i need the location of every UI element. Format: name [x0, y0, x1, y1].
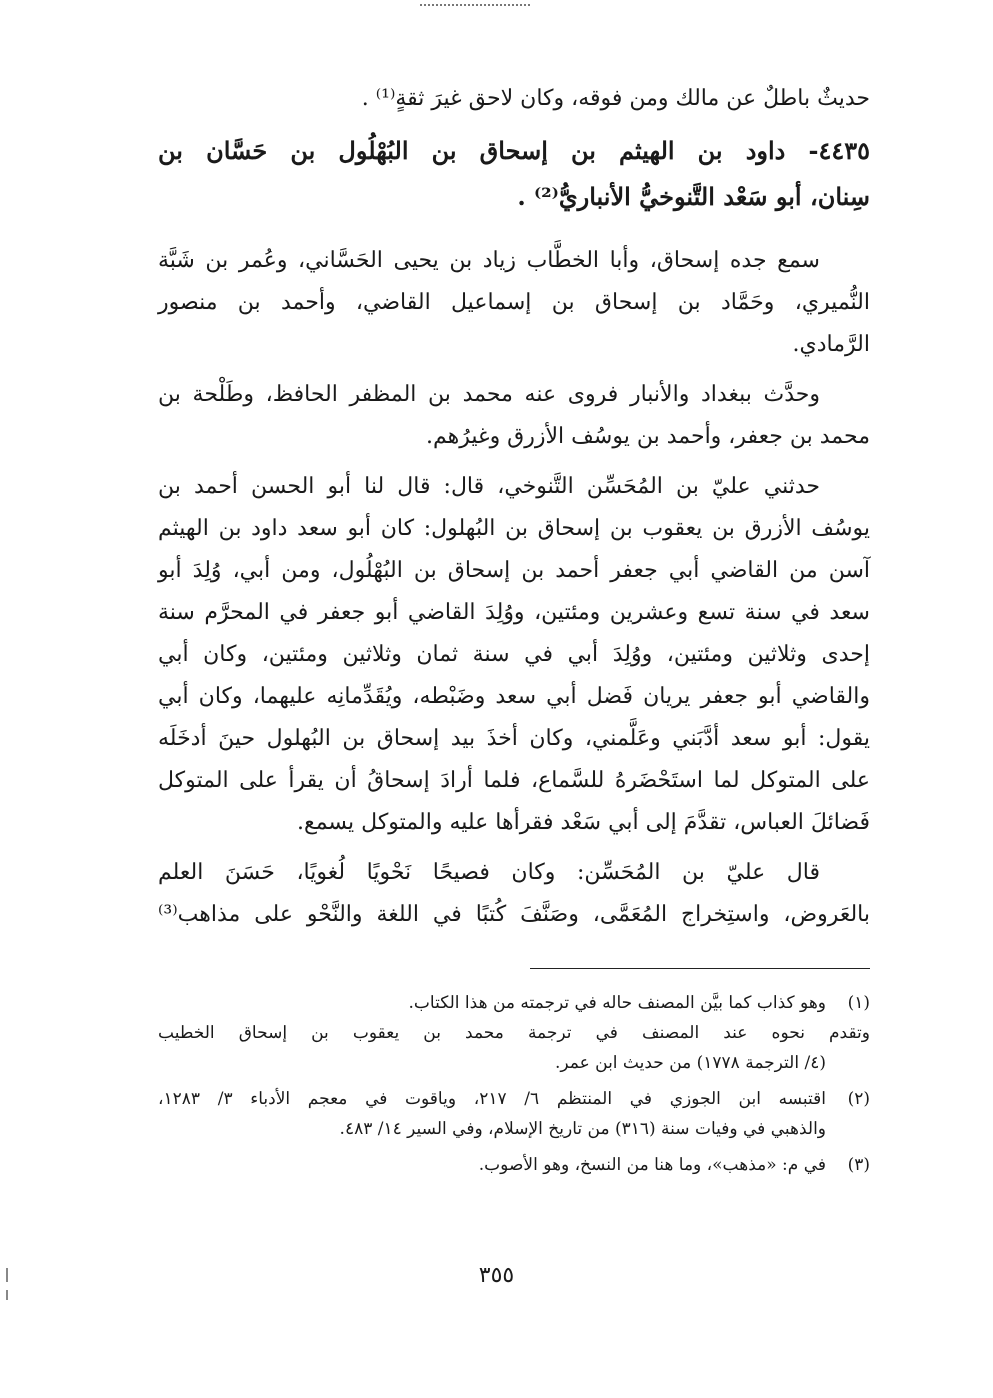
intro-line: حديثٌ باطلٌ عن مالك ومن فوقه، وكان لاحق غيرَ ثقةٍ⁽¹⁾ .: [361, 86, 870, 111]
footnotes: [158, 988, 870, 1186]
footnote-line: في م: «مذهب»، وما هنا من النسخ، وهو الأصوب.: [478, 1155, 826, 1175]
paragraph: [158, 374, 870, 458]
text-line: حدثني عليّ بن المُحَسِّن التَّنوخي، قال: قال لنا أبو الحسن أحمد بن: [158, 474, 820, 499]
text-line: يقول: أبو سعد أدَّبَني وعَلَّمني، وكان أخذَ بيد إسحاق بن البُهلول حينَ أدخَلَه: [158, 726, 870, 751]
entry-heading-line: سِنان، أبو سَعْد التَّنوخيُّ الأنباريُّ⁽²⁾ .: [517, 182, 870, 211]
entry-heading-line: ٤٤٣٥- داود بن الهيثم بن إسحاق بن البُهْلُول بن حَسَّان بن: [158, 136, 870, 165]
footnote-body: [158, 1150, 826, 1180]
footnote: [158, 1084, 870, 1144]
footnote-line: والذهبي في وفيات سنة (٣١٦) من تاريخ الإسلام، وفي السير ١٤/ ٤٨٣.: [339, 1119, 826, 1139]
text-line: يوسُف الأزرق بن يعقوب بن إسحاق بن البُهلول: كان أبو سعد داود بن الهيثم: [158, 516, 870, 541]
text-line: محمد بن جعفر، وأحمد بن يوسُف الأزرق وغيرُهم.: [426, 424, 870, 449]
text-line: والقاضي أبو جعفر يريان فَضل أبي سعد وضَبْطه، ويُقَدِّمانِه عليهما، وكان أبي: [158, 684, 870, 709]
text-line: النُّميري، وحَمَّاد بن إسحاق بن إسماعيل القاضي، وأحمد بن منصور: [158, 290, 870, 315]
footnote-number: (٢): [847, 1089, 870, 1109]
intro-paragraph: [158, 78, 870, 120]
footnote-line: (٤/ الترجمة ١٧٧٨) من حديث ابن عمر.: [554, 1053, 826, 1073]
footnote: [158, 988, 870, 1078]
text-line: الرَّمادي.: [792, 332, 870, 357]
entry-heading: [158, 128, 870, 220]
paragraph: [158, 240, 870, 366]
text-line: سمع جده إسحاق، وأبا الخطَّاب زياد بن يحيى الحَسَّاني، وعُمر بن شَبَّة: [158, 248, 820, 273]
page-number: ٣٥٥: [478, 1263, 515, 1288]
footnote-line: اقتبسه ابن الجوزي في المنتظم ٦/ ٢١٧، وياقوت في معجم الأدباء ٣/ ١٢٨٣،: [158, 1089, 827, 1109]
footnote-line: وهو كذاب كما بيَّن المصنف حاله في ترجمته من هذا الكتاب.: [408, 993, 826, 1013]
main-text: [158, 78, 870, 944]
footnote: [158, 1150, 870, 1180]
scan-edge-mark: [6, 1290, 8, 1300]
text-line: إحدى وثلاثين ومئتين، ووُلِدَ أبي في سنة ثمان وثلاثين ومئتين، وكان أبي: [158, 642, 870, 667]
footnote-body: [158, 1084, 826, 1144]
paragraph: [158, 466, 870, 844]
footnote-number: (١): [847, 993, 870, 1013]
text-line: وحدَّث ببغداد والأنبار فروى عنه محمد بن المظفر الحافظ، وطَلْحة بن: [158, 382, 820, 407]
scan-top-marks: [420, 4, 530, 10]
footnote-line: وتقدم نحوه عند المصنف في ترجمة محمد بن يعقوب بن إسحاق الخطيب: [158, 1023, 870, 1043]
footnote-separator: [530, 968, 870, 969]
paragraph: [158, 852, 870, 936]
footnote-number: (٣): [847, 1155, 870, 1175]
text-line: بالعَروض، واستِخراج المُعَمَّى، وصَنَّفَ كُتبًا في اللغة والنَّحْو على مذاهب⁽³⁾: [158, 902, 870, 927]
text-line: فَضائلَ العباس، تقدَّمَ إلى أبي سَعْد فقرأها عليه والمتوكل يسمع.: [297, 810, 870, 835]
text-line: قال عليّ بن المُحَسِّن: وكان فصيحًا نَحْويًا لُغويًا، حَسَنَ العلم: [158, 860, 820, 885]
text-line: على المتوكل لما استَحْضَرهُ للسَّماع، فلما أرادَ إسحاقُ أن يقرأ على المتوكل: [158, 768, 870, 793]
text-line: آسن من القاضي أبي جعفر أحمد بن إسحاق بن البُهْلُول، ومن أبي، وُلِدَ أبو: [158, 558, 870, 583]
text-line: سعد في سنة تسع وعشرين ومئتين، ووُلِدَ القاضي أبو جعفر في المحرَّم سنة: [158, 600, 870, 625]
footnote-body: [158, 988, 870, 1078]
